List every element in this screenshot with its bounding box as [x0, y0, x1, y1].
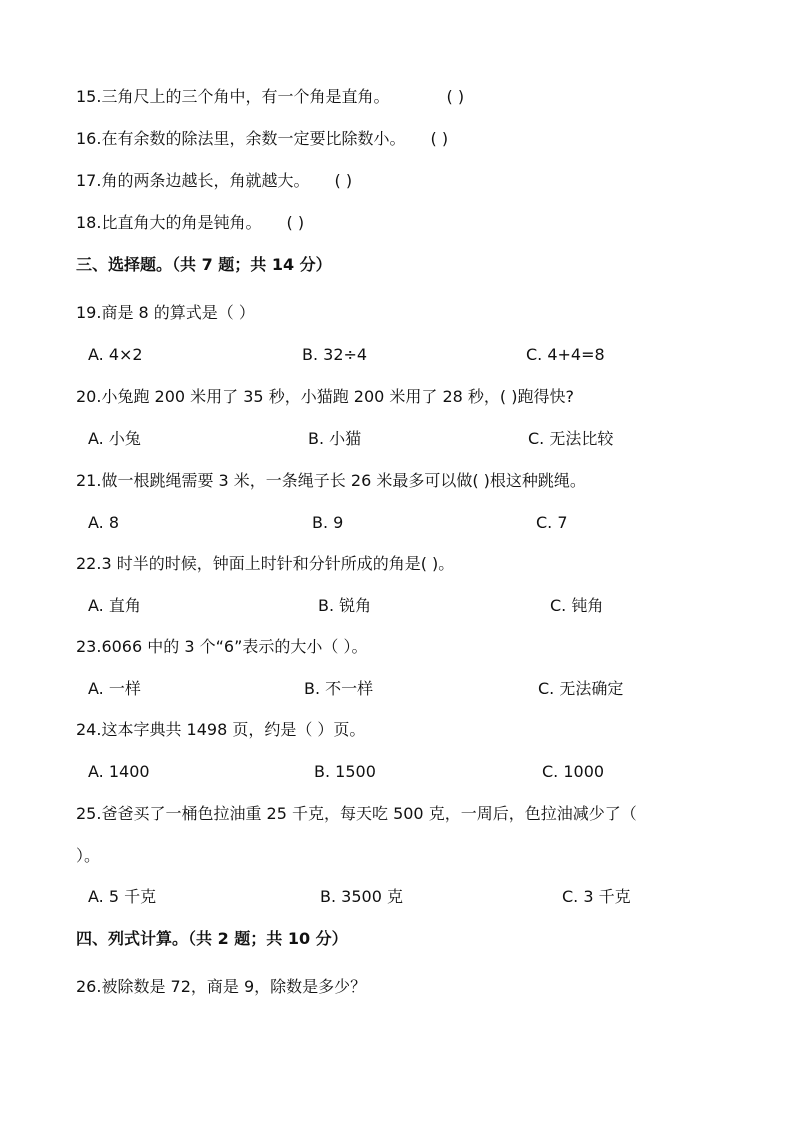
- option-a[interactable]: A. 8: [88, 513, 120, 532]
- answer-blank[interactable]: ( ): [446, 87, 465, 106]
- question-21: 21.做一根跳绳需要 3 米，一条绳子长 26 米最多可以做( )根这种跳绳。: [76, 471, 586, 490]
- option-a[interactable]: A. 4×2: [88, 345, 143, 364]
- question-18: [76, 212, 304, 234]
- option-b[interactable]: B. 9: [312, 513, 344, 532]
- answer-blank[interactable]: ( ): [334, 171, 353, 190]
- option-b[interactable]: B. 3500 克: [320, 887, 403, 906]
- question-23: 23.6066 中的 3 个“6”表示的大小（ ）。: [76, 637, 368, 656]
- option-b[interactable]: B. 32÷4: [302, 345, 368, 364]
- section-heading: 三、选择题。（共 7 题；共 14 分）: [76, 255, 332, 274]
- question-19: 19.商是 8 的算式是（ ）: [76, 303, 255, 322]
- option-b[interactable]: B. 小猫: [308, 429, 362, 448]
- question-20: 20.小兔跑 200 米用了 35 秒，小猫跑 200 米用了 28 秒，( )跑得快?: [76, 387, 574, 406]
- option-b[interactable]: B. 不一样: [304, 679, 374, 698]
- section-heading: 四、列式计算。（共 2 题；共 10 分）: [76, 929, 348, 948]
- question-16: [76, 128, 448, 150]
- option-c[interactable]: C. 3 千克: [562, 887, 631, 906]
- option-c[interactable]: C. 7: [536, 513, 568, 532]
- question-25-continued: ）。: [76, 846, 101, 865]
- option-b[interactable]: B. 锐角: [318, 596, 372, 615]
- question-text: 15.三角尺上的三个角中，有一个角是直角。: [76, 87, 390, 106]
- option-a[interactable]: A. 5 千克: [88, 887, 157, 906]
- answer-blank[interactable]: ( ): [286, 213, 305, 232]
- answer-blank[interactable]: ( ): [430, 129, 449, 148]
- option-c[interactable]: C. 4+4=8: [526, 345, 605, 364]
- option-c[interactable]: C. 1000: [542, 762, 605, 781]
- option-c[interactable]: C. 无法比较: [528, 429, 614, 448]
- option-a[interactable]: A. 小兔: [88, 429, 141, 448]
- option-a[interactable]: A. 1400: [88, 762, 150, 781]
- option-b[interactable]: B. 1500: [314, 762, 376, 781]
- question-22: 22.3 时半的时候，钟面上时针和分针所成的角是( )。: [76, 554, 455, 573]
- question-15: [76, 86, 464, 108]
- option-c[interactable]: C. 钝角: [550, 596, 604, 615]
- option-a[interactable]: A. 直角: [88, 596, 141, 615]
- question-17: [76, 170, 352, 192]
- question-25: 25.爸爸买了一桶色拉油重 25 千克，每天吃 500 克，一周后，色拉油减少了（: [76, 804, 637, 823]
- option-a[interactable]: A. 一样: [88, 679, 141, 698]
- question-24: 24.这本字典共 1498 页，约是（ ）页。: [76, 720, 366, 739]
- question-text: 17.角的两条边越长，角就越大。: [76, 171, 310, 190]
- question-26: 26.被除数是 72，商是 9，除数是多少？: [76, 977, 367, 996]
- question-text: 16.在有余数的除法里，余数一定要比除数小。: [76, 129, 406, 148]
- question-text: 18.比直角大的角是钝角。: [76, 213, 262, 232]
- option-c[interactable]: C. 无法确定: [538, 679, 624, 698]
